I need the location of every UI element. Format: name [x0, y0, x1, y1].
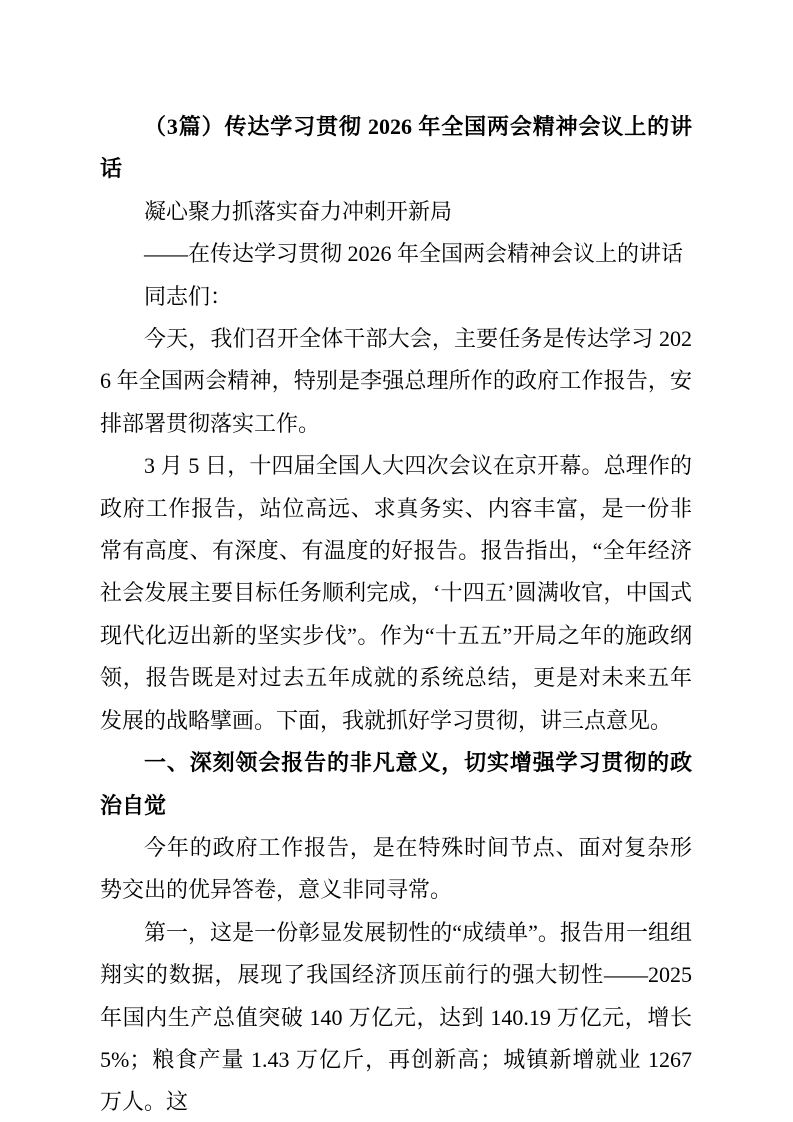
salutation: 同志们： — [144, 283, 233, 309]
subtitle-line: 凝心聚力抓落实奋力冲刺开新局 — [144, 198, 453, 224]
document-title: （3篇）传达学习贯彻 2026 年全国两会精神会议上的讲话 — [100, 114, 692, 182]
section-heading-1: 一、深刻领会报告的非凡意义，切实增强学习贯彻的政治自觉 — [100, 750, 692, 818]
paragraph-intro: 今天，我们召开全体干部大会，主要任务是传达学习 2026 年全国两会精神，特别是李强总理所作的政府工作报告，安排部署贯彻落实工作。 — [100, 326, 692, 436]
paragraph-report-overview: 3 月 5 日，十四届全国人大四次会议在京开幕。总理作的政府工作报告，站位高远、求真务实、内容丰富，是一份非常有高度、有深度、有温度的好报告。报告指出，“全年经济社会发展主要目标任务顺利完成，‘十四五’圆满收官，中国式现代化迈出新的坚实步伐”。作为“十五五”开局之年的施政纲领，报告既是对过去五年成就的系统总结，更是对未来五年发展的战略擘画。下面，我就抓好学习贯彻，讲三点意见。 — [100, 453, 692, 733]
paragraph-first-point: 第一，这是一份彰显发展韧性的“成绩单”。报告用一组组翔实的数据，展现了我国经济顶压前行的强大韧性——2025 年国内生产总值突破 140 万亿元，达到 140.19 万亿元，增长 5%；粮食产量 1.43 万亿斤，再创新高；城镇新增就业 1267 万人。这 — [100, 919, 692, 1115]
paragraph-significance: 今年的政府工作报告，是在特殊时间节点、面对复杂形势交出的优异答卷，意义非同寻常。 — [100, 834, 692, 903]
speech-occasion-line: ——在传达学习贯彻 2026 年全国两会精神会议上的讲话 — [144, 241, 684, 267]
